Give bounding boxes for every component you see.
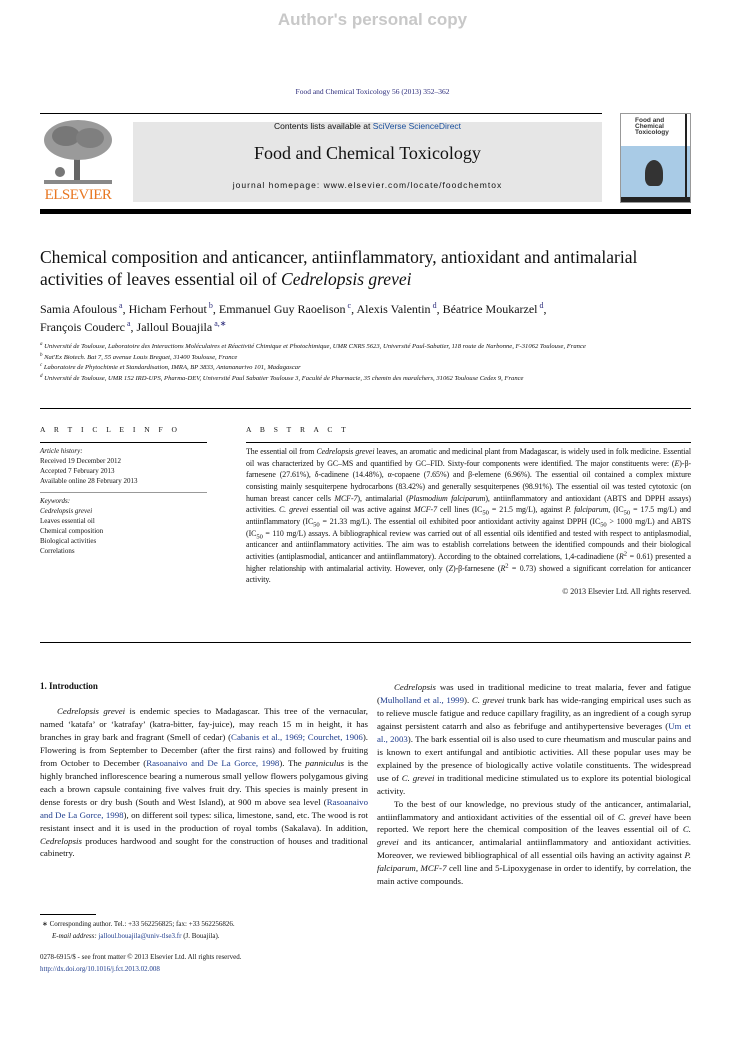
author-name: François Couderc [40,320,125,334]
affiliation-text: Université de Toulouse, Laboratoire des Interactions Moléculaires et Réactivité Chimique et Photochimique, UMR CNRS 5623, Université Paul-Sabatier, 118 route de Narbonne, F-31062 Toulouse, France [42,343,586,350]
italic-text: P. falciparum [377,850,691,874]
text-span: = 17.5 mg/L) and antiinflammatory (IC [246,505,691,526]
citation-link[interactable]: Cabanis et al., 1969; Courchet, 1906 [231,731,363,742]
divider [40,113,602,114]
publication-info [40,952,368,975]
affiliation [40,374,700,385]
divider [40,408,691,409]
italic-text: Cedrelopsis grevei [281,269,412,289]
affiliation-marker: d [40,373,43,379]
italic-text: Cedrelopsis [394,682,436,692]
corresponding-author: ∗ Corresponding author. Tel.: +33 562256825; fax: +33 562256826. [42,920,235,928]
text-span: , (IC [608,505,624,515]
italic-text: Cedrelopsis [40,835,82,846]
author-name: Samia Afoulous [40,302,117,316]
text-span: ). Flowering is from September to December (after the first rains) and followed by fruiting from October to December ( [40,731,368,768]
cover-spine [685,114,687,203]
doi-link[interactable]: http://dx.doi.org/10.1016/j.fct.2013.02.008 [40,964,160,973]
sciencedirect-link[interactable]: SciVerse ScienceDirect [372,121,462,131]
text-span: is the highly branched inflorescence bearing a numerous small yellow flowers polygamous giving each a brown capsule containing five valves fruit dry. This species is mainly present in dense forests or dry bush (South and West Island), at 900 m above sea level ( [40,757,368,807]
text-span: > 1000 mg/L) and ABTS (IC [246,516,691,538]
italic-text: R [619,551,624,561]
affiliation [40,363,700,374]
divider [40,442,207,443]
author-name: Béatrice Moukarzel [442,302,538,316]
author-affiliation-marker[interactable]: b [206,301,213,310]
affiliation-text: Université de Toulouse, UMR 152 IRD-UPS, Pharma-DEV, Université Paul Sabatier Toulouse 3, Faculté de Pharmacie, 35 chemin des maraîchers, 31062 Toulouse Cedex 9, France [42,374,524,382]
contents-line [133,121,602,131]
citation-link[interactable]: Um et al., 2003 [377,720,692,744]
italic-text: E [674,458,680,468]
elsevier-logo [40,118,116,204]
text-span: 50 [623,509,631,517]
email-suffix: (J. Bouajila). [181,931,220,940]
abstract-heading: A B S T R A C T [246,425,350,434]
cover-foot [621,197,690,202]
italic-text: MCF-7 [334,493,358,503]
text-span: 2 [505,561,509,569]
italic-text: C. grevei [617,811,652,822]
text-span: 50 [600,521,607,529]
intro-right-column [377,681,691,888]
affiliation [40,342,700,353]
header-bar [40,209,691,214]
keywords-label: Keywords: [40,497,71,505]
text-span: = 21.33 mg/L). The essential oil exhibited poor antioxidant activity against DPPH (IC [319,516,601,526]
author-name: Hicham Ferhout [128,302,207,316]
italic-text: Plasmodium falciparum [408,493,486,503]
section-heading-introduction: 1. Introduction [40,681,98,691]
text-span: is endemic species to Madagascar. This tree of the vernacular, named ‘katafa’ or ‘katrafay’ (katra-bitter, fay-juice), may reach 15 m in height, it has branches in gray bark and fragrant (Smell of cedar) ( [40,706,369,742]
text-span: 2 [623,550,628,558]
text-span: To the best of our knowledge, no previous study of the anticancer, antimalarial, antiinflammatory and antioxidant activities of the essential oil of [377,798,691,822]
journal-cover [620,113,691,203]
italic-text: MCF-7 [414,505,438,515]
keywords [40,496,207,556]
italic-text: C. grevei [377,824,691,848]
author-affiliation-marker[interactable]: a [117,301,123,310]
author-affiliation-marker[interactable]: c [345,301,352,310]
text-span: ), antiinflammatory and antioxidant (ABTS and DPPH assays) activities. [246,493,691,515]
history-received: Received 19 December 2012 [40,457,122,465]
keyword: Biological activities [40,537,97,545]
author-name: Alexis Valentin [356,302,431,316]
affiliation-text: Laboratoire de Phytochimie et Standardisation, IMRA, BP 3833, Antananarivo 101, Madagascar [42,364,301,371]
publisher-logo-text: ELSEVIER [44,187,112,203]
abstract-body [246,446,691,586]
history-online: Available online 28 February 2013 [40,477,138,485]
affiliation-marker: c [40,362,43,368]
tree-icon [40,118,116,188]
text-span: cell line and 5-Lipoxygenase in order to identify, by correlation, the main active compounds. [377,863,692,887]
text-span: leaves, an aromatic and medicinal plant from Madagascar, is widely used in folk medicine. Essential oil was characterized by GC–MS and quantified by GC–FID. Sixty-four components were identified. The major constituents were: ( [246,447,691,468]
italic-text: panniculus [305,757,345,768]
keyword: Leaves essential oil [40,517,95,525]
text-span: ). [464,694,472,705]
divider [40,642,691,643]
text-span: produces hardwood and sought for the construction of houses and traditional cabinetry. [40,835,368,859]
text-span: 50 [313,521,320,529]
footnote [40,919,368,942]
italic-text: C. grevei [471,694,505,705]
author-name: Emmanuel Guy Raoelison [218,302,346,316]
italic-text: R [500,563,506,573]
journal-banner [133,122,602,202]
watermark: Author's personal copy [277,10,468,29]
text-span: essential oil was active against [308,505,415,515]
journal-reference[interactable]: Food and Chemical Toxicology 56 (2013) 352–362 [295,87,450,96]
text-span: ), on different soil types: silica, limestone, sand, etc. The wood is rot resistant insect and it is used in the production of royal tombs (Sakalava). In addition, [40,809,368,833]
italic-text: MCF-7 [420,863,447,874]
cover-title: Food and Chemical Toxicology [621,114,690,146]
journal-homepage[interactable]: journal homepage: www.elsevier.com/locate/foodchemtox [232,180,503,190]
affiliation-marker: a [40,341,43,347]
author-affiliation-marker[interactable]: a [124,319,131,328]
text-span: and its anticancer, antimalarial antiinflammatory and antioxidant activities. Moreover, we reviewed bibliographical of all essential oils having an activity against [377,837,691,861]
text-span: = 110 mg/L) assays. A bibliographical review was carried out of all essential oils identified and tested with respect to antiplasmodial, anticancer and antiinflammatory activities. The aim was to establish correlations between the identified compounds and their biological activities (antiplasmodial, anticancer and antiinflammatory). According to the obtained correlations, 1,4-cadinadiene ( [246,528,691,561]
history-accepted: Accepted 7 February 2013 [40,467,115,475]
text-span: )-β-farnesene ( [452,563,501,573]
text-span: ), antimalarial ( [357,493,409,503]
article-history [40,446,207,486]
italic-text: C. grevei [401,772,435,783]
text-span: cell lines (IC [437,505,483,515]
author-list: Samia Afoulous $^a$, Hicham Ferhout $^b$, Emmanuel Guy Raoelison $^c$, Alexis Valentin $^d$, Béatrice Moukarzel $^d$, François Couderc $^a$, Jalloul Bouajila $^{a,∗}$ [40,301,547,334]
text-span: The essential oil from [246,447,317,456]
text-span: trunk bark has wide-ranging empirical uses such as to relieve muscle fatigue and reduce capillary fragility, as an ingredient of a cough syrup against persistent catarrh and also as febrifuge and antihypertensive beverages ( [377,694,692,731]
author-affiliation-marker[interactable]: a,∗ [212,319,227,328]
author-affiliation-marker[interactable]: d [537,301,544,310]
divider [40,492,207,493]
italic-text: P. falciparum [565,505,609,515]
journal-title: Food and Chemical Toxicology [254,143,481,163]
intro-left-column [40,705,368,860]
email-label: E-mail address: [52,931,99,940]
italic-text: C. grevei [278,505,309,515]
email-link[interactable]: jalloul.bouajila@univ-tlse3.fr [98,931,182,940]
keyword: Correlations [40,547,75,555]
article-title [40,246,700,290]
paragraph [40,705,368,860]
text-span: )-β-farnesene (27.61%), δ-cadinene (14.48%), α-copaene (7.65%) and β-elemene (6.96%). The essential oil contained a complex mixture consisting mainly sesquiterpene hydrocarbons (83.42%) and generally sesquiterpenes (98.91%). The essential oil was tested cytotoxic (on human breast cancer cells [246,458,691,503]
text-span: ). The [279,757,306,768]
author-affiliation-marker[interactable]: d [430,301,437,310]
text-span: in traditional medicine stimulated us to explore its potential biological activity. [377,772,692,796]
article-info [40,425,207,556]
divider [246,442,691,443]
issn-line: 0278-6915/$ - see front matter © 2013 Elsevier Ltd. All rights reserved. [40,953,242,961]
article-info-heading: A R T I C L E I N F O [40,425,181,434]
text-span: Chemical composition and anticancer, antiinflammatory, antioxidant and antimalarial activities of leaves essential oil of [40,247,638,289]
text-span: , [415,863,421,874]
keyword: Chemical composition [40,527,104,535]
footnote-divider [40,914,96,915]
paragraph [377,798,691,889]
text-span: 50 [482,509,489,517]
paragraph [377,681,691,798]
citation-link[interactable]: Rasoanaivo and De La Gorce, 1998 [146,757,280,768]
contents-prefix: Contents lists available at [273,121,373,131]
affiliation-marker: b [40,352,43,358]
copyright: © 2013 Elsevier Ltd. All rights reserved. [562,586,691,596]
italic-text: Z [448,563,453,573]
text-span: have been reported. We report here the chemical composition of the leaves essential oil of [377,811,691,835]
text-span: ). The bark essential oil is also used to cure rheumatism and muscular pains and is known to exert antifungal and antibiotic activities. All these popular uses may be explained by the presence of biologically active volatile constituents. The widespread use of [377,733,692,783]
affiliations [40,342,700,384]
citation-link[interactable]: Mulholland et al., 1999 [379,694,465,705]
text-span: = 0.61) presented a higher relationship with antimalarial activity. However, only ( [246,551,691,573]
citation-link[interactable]: Rasoanaivo and De La Gorce, 1998 [40,796,368,820]
text-span: 50 [256,533,263,541]
text-span: = 21.5 mg/L), against [488,505,566,515]
italic-text: Cedrelopsis grevei [57,706,126,716]
history-label: Article history: [40,447,83,455]
italic-text: Cedrelopsis grevei [316,447,375,456]
affiliation [40,353,700,364]
author-name: Jalloul Bouajila [136,320,213,334]
text-span: was used in traditional medicine to treat malaria, fever and fatigue ( [377,682,691,705]
affiliation-text: Nat'Ex Biotech. Bat 7, 55 avenue Louis Breguet, 31400 Toulouse, France [42,353,238,361]
abstract [246,425,691,598]
keyword: Cedrelopsis grevei [40,507,93,515]
cover-figure-icon [645,160,663,186]
text-span: = 0.73) showed a significant correlation for anticancer activity. [246,563,692,585]
